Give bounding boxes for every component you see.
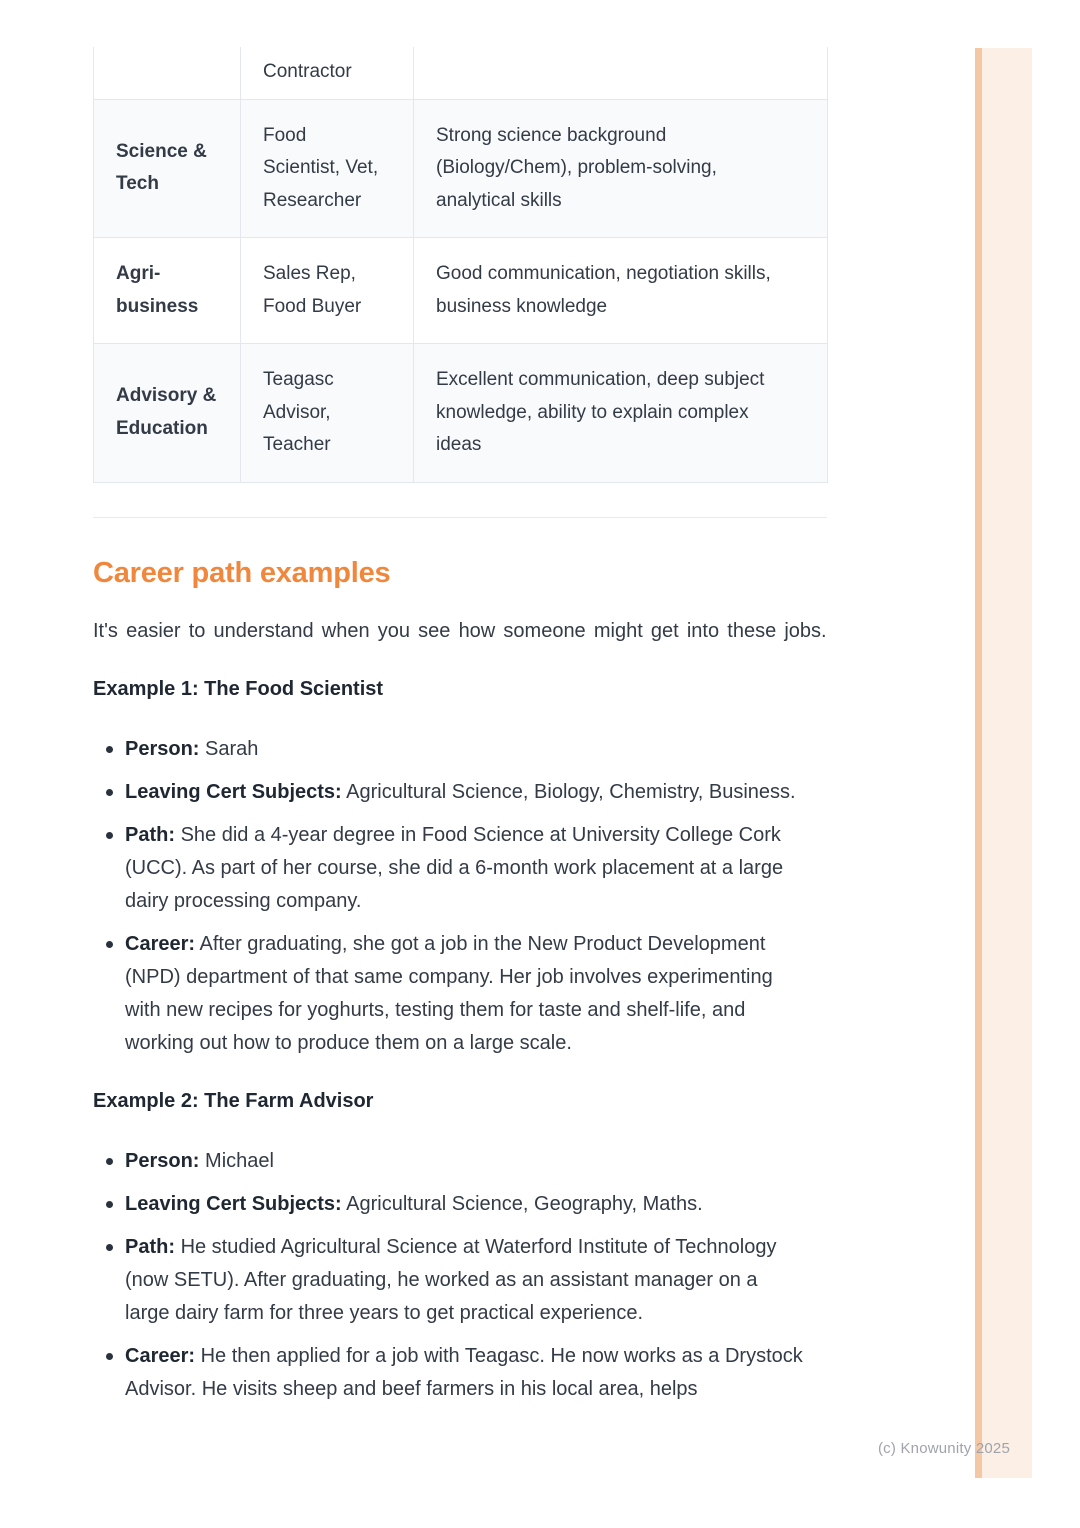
table-cell-skills: Strong science background (Biology/Chem), problem-solving, analytical skills: [414, 99, 828, 238]
example-2-title: Example 2: The Farm Advisor: [93, 1089, 374, 1112]
table-cell-category: Advisory & Education: [94, 344, 241, 483]
bullet-label: Path:: [125, 823, 175, 846]
table-cell-jobs: Teagasc Advisor, Teacher: [241, 344, 414, 483]
bullet-text: Agricultural Science, Geography, Maths.: [346, 1192, 703, 1215]
bullet-icon: [106, 832, 113, 839]
bullet-label: Career:: [125, 932, 196, 955]
page-content: [93, 0, 827, 1406]
bullet-icon: [106, 941, 113, 948]
bullet-label: Person:: [125, 737, 200, 760]
bullet-label: Leaving Cert Subjects:: [125, 1192, 342, 1215]
bullet-icon: [106, 746, 113, 753]
intro-paragraph: It's easier to understand when you see how someone might get into these jobs.: [93, 619, 827, 642]
list-item: [93, 733, 805, 766]
page-edge-decoration: [975, 48, 1032, 1478]
list-item: [93, 1340, 805, 1406]
table-cell-skills: Excellent communication, deep subject knowledge, ability to explain complex ideas: [414, 344, 828, 483]
bullet-text: After graduating, she got a job in the New Product Development (NPD) department of that same company. Her job involves experimenting with new recipes for yoghurts, testing them for taste and shelf-life, and working out how to produce them on a large scale.: [125, 932, 773, 1054]
example-1-title: Example 1: The Food Scientist: [93, 677, 384, 700]
bullet-icon: [106, 1158, 113, 1165]
bullet-text: Michael: [205, 1149, 274, 1172]
bullet-text: She did a 4-year degree in Food Science at University College Cork (UCC). As part of her course, she did a 6-month work placement at a large dairy processing company.: [125, 823, 784, 912]
bullet-label: Person:: [125, 1149, 200, 1172]
list-item: [93, 928, 805, 1060]
bullet-label: Path:: [125, 1235, 175, 1258]
table-row: [94, 344, 828, 483]
list-item: [93, 1231, 805, 1330]
table-cell-jobs: Contractor: [241, 47, 414, 99]
section-heading: Career path examples: [93, 556, 391, 589]
list-item: [93, 1145, 805, 1178]
table-cell-skills: [414, 47, 828, 99]
bullet-icon: [106, 1201, 113, 1208]
table-row: [94, 99, 828, 238]
bullet-label: Leaving Cert Subjects:: [125, 780, 342, 803]
example-1-list: [93, 733, 827, 1060]
table-cell-jobs: Food Scientist, Vet, Researcher: [241, 99, 414, 238]
list-item: [93, 819, 805, 918]
table-row-partial: [94, 47, 828, 99]
copyright-footer: (c) Knowunity 2025: [877, 1440, 1010, 1457]
bullet-icon: [106, 789, 113, 796]
table-cell-skills: Good communication, negotiation skills, business knowledge: [414, 238, 828, 344]
table-cell-jobs: Sales Rep, Food Buyer: [241, 238, 414, 344]
table-cell-category: Agri-business: [94, 238, 241, 344]
bullet-text: Agricultural Science, Biology, Chemistry, Business.: [346, 780, 796, 803]
list-item: [93, 1188, 805, 1221]
bullet-text: He then applied for a job with Teagasc. He now works as a Drystock Advisor. He visits sheep and beef farmers in his local area, helps: [125, 1344, 803, 1400]
example-2-list: [93, 1145, 827, 1406]
bullet-label: Career:: [125, 1344, 196, 1367]
careers-skills-table: [93, 47, 828, 483]
list-item: [93, 776, 805, 809]
bullet-text: He studied Agricultural Science at Waterford Institute of Technology (now SETU). After graduating, he worked as an assistant manager on a large dairy farm for three years to get practical experience.: [125, 1235, 777, 1324]
table-row: [94, 238, 828, 344]
table-cell-category: Science & Tech: [94, 99, 241, 238]
table-cell-category: [94, 47, 241, 99]
section-divider: [93, 517, 827, 518]
bullet-icon: [106, 1353, 113, 1360]
bullet-text: Sarah: [205, 737, 259, 760]
bullet-icon: [106, 1244, 113, 1251]
